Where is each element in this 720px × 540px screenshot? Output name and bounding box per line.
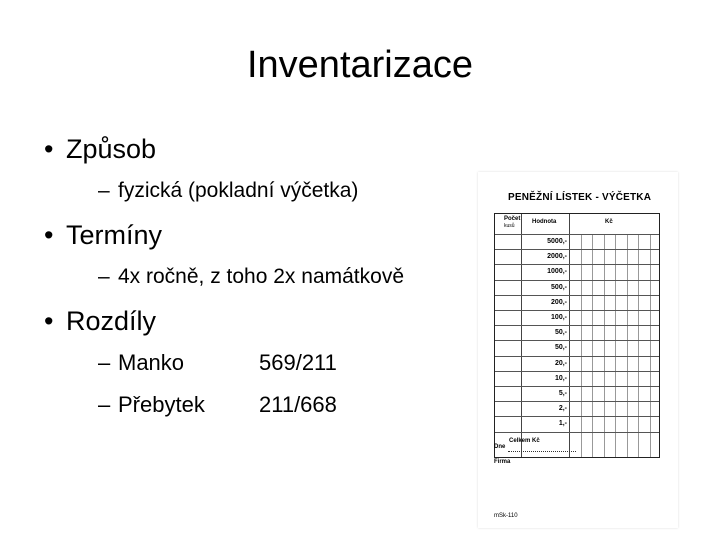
dash-icon: – bbox=[98, 392, 111, 417]
grid-row-line bbox=[495, 325, 659, 326]
denomination-label: 1000,- bbox=[547, 268, 567, 276]
bullet-text: Rozdíly bbox=[66, 306, 157, 336]
grid-row-line bbox=[495, 432, 659, 433]
manko-value: 569/211 bbox=[259, 350, 337, 375]
denomination-label: 1,- bbox=[558, 420, 567, 428]
grid-row-line bbox=[495, 280, 659, 281]
grid-row-line bbox=[495, 416, 659, 417]
bullet-rozdily bbox=[44, 306, 156, 337]
form-grid bbox=[494, 213, 660, 458]
sub-bullet-terminy bbox=[98, 265, 404, 289]
dash-icon: – bbox=[98, 179, 110, 202]
bullet-icon: • bbox=[44, 220, 54, 250]
grid-row-line bbox=[495, 249, 659, 250]
bullet-zpusob bbox=[44, 134, 156, 165]
denomination-label: 200,- bbox=[551, 298, 567, 306]
grid-row-line bbox=[495, 310, 659, 311]
firm-label: Firma bbox=[494, 459, 511, 465]
total-label: Celkem Kč bbox=[509, 438, 540, 444]
bullet-terminy bbox=[44, 220, 162, 251]
denomination-label: 50,- bbox=[554, 344, 567, 352]
grid-row-line bbox=[495, 295, 659, 296]
denomination-label: 2000,- bbox=[547, 253, 567, 261]
sub-bullet-text: fyzická (pokladní výčetka) bbox=[118, 179, 359, 202]
denomination-label: 10,- bbox=[554, 374, 567, 382]
grid-row-line bbox=[495, 386, 659, 387]
header-kc: Kč bbox=[605, 219, 613, 225]
header-count: Počet kusů bbox=[504, 216, 521, 229]
denomination-label: 100,- bbox=[551, 314, 567, 321]
denomination-label: 5,- bbox=[558, 390, 567, 397]
denomination-label: 5000,- bbox=[547, 238, 567, 245]
grid-column-line bbox=[592, 234, 593, 457]
grid-row-line bbox=[495, 340, 659, 341]
denomination-label: 500,- bbox=[551, 283, 567, 291]
grid-column-line bbox=[615, 234, 616, 457]
sub-bullet-zpusob bbox=[98, 179, 358, 203]
grid-row-line bbox=[495, 356, 659, 357]
date-line bbox=[508, 451, 576, 452]
grid-row-line bbox=[495, 401, 659, 402]
grid-column-line bbox=[569, 214, 570, 457]
denomination-label: 20,- bbox=[554, 359, 567, 367]
grid-column-line bbox=[627, 234, 628, 457]
cash-count-form bbox=[478, 172, 678, 528]
sub-bullet-text: 4x ročně, z toho 2x namátkově bbox=[118, 265, 404, 288]
form-code: mSk-110 bbox=[494, 513, 518, 519]
slide-title: Inventarizace bbox=[246, 44, 473, 86]
form-title: PENĚŽNÍ LÍSTEK - VÝČETKA bbox=[508, 192, 652, 203]
bullet-icon: • bbox=[44, 306, 54, 336]
grid-column-line bbox=[638, 234, 639, 457]
grid-row-line bbox=[495, 264, 659, 265]
dash-icon: – bbox=[98, 350, 111, 375]
dash-icon: – bbox=[98, 265, 110, 288]
prebytek-value: 211/668 bbox=[259, 392, 337, 417]
grid-row-line bbox=[495, 371, 659, 372]
bullet-text: Způsob bbox=[66, 134, 157, 164]
denomination-label: 2,- bbox=[558, 405, 567, 413]
manko-label: – Manko bbox=[98, 350, 185, 375]
date-label: Dne bbox=[494, 444, 506, 450]
prebytek-label: – Přebytek bbox=[98, 392, 205, 417]
grid-column-line bbox=[604, 234, 605, 457]
bullet-icon: • bbox=[44, 134, 54, 164]
grid-column-line bbox=[581, 234, 582, 457]
denomination-label: 50,- bbox=[554, 329, 567, 337]
grid-row-line bbox=[495, 234, 659, 235]
bullet-text: Termíny bbox=[66, 220, 163, 250]
grid-column-line bbox=[650, 234, 651, 457]
header-value: Hodnota bbox=[532, 219, 557, 225]
grid-column-line bbox=[521, 214, 522, 457]
